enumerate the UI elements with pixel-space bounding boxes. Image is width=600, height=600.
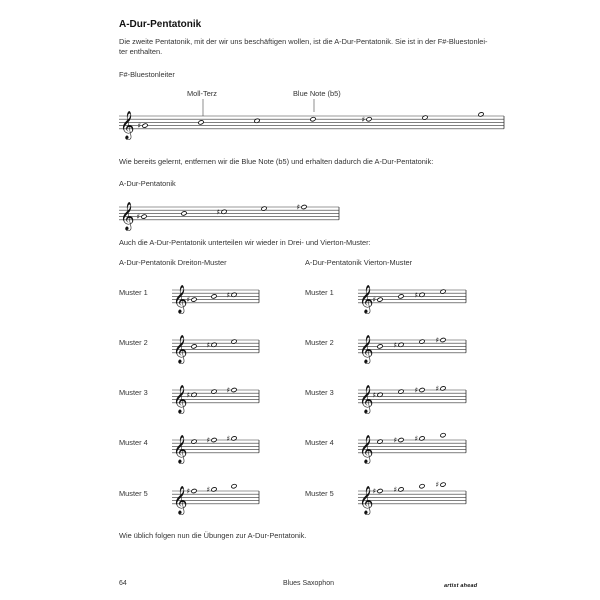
- note: [415, 290, 426, 299]
- note: [419, 484, 425, 489]
- treble-clef-icon: 𝄞: [359, 484, 374, 514]
- paragraph-remove-blue-note: Wie bereits gelernt, entfernen wir die Blue Note (b5) und erhalten dadurch die A-Dur-Pentatonik:: [119, 157, 434, 166]
- column-title-four-tone: A-Dur-Pentatonik Vierton-Muster: [305, 258, 413, 267]
- sharp-icon: ♯: [216, 207, 221, 217]
- staff-four-tone-pattern-svg: [358, 481, 466, 518]
- pattern-label-right: Muster 2: [305, 338, 334, 347]
- whole-note-head: [142, 123, 148, 128]
- note: [227, 434, 238, 443]
- sharp-icon: ♯: [435, 480, 440, 490]
- sharp-icon: ♯: [393, 340, 398, 350]
- pattern-label-left: Muster 2: [119, 338, 148, 347]
- whole-note-head: [191, 297, 197, 302]
- staff-three-tone-pattern-svg: [172, 330, 259, 367]
- treble-clef-icon: 𝄞: [359, 383, 374, 413]
- whole-note-head: [231, 387, 237, 392]
- note: [373, 390, 384, 399]
- staff-four-tone-pattern-svg: [358, 330, 466, 367]
- staff-three-tone-pattern-svg: [172, 380, 259, 417]
- publisher-logo: artist ahead: [444, 583, 478, 589]
- pattern-label-left: Muster 3: [119, 388, 148, 397]
- staff-four-tone-pattern: [358, 380, 466, 417]
- staff-four-tone-pattern-svg: [358, 430, 466, 467]
- sharp-icon: ♯: [372, 295, 377, 305]
- staff-four-tone-pattern: [358, 330, 466, 367]
- note: [377, 344, 383, 349]
- staff-pentatonic-svg: [119, 197, 339, 234]
- note: [191, 344, 197, 349]
- staff-blues-scale: [119, 106, 504, 143]
- staff-blues-scale-svg: [119, 106, 504, 143]
- note: [394, 340, 405, 349]
- sharp-icon: ♯: [226, 290, 231, 300]
- page-heading: A-Dur-Pentatonik: [119, 19, 202, 30]
- staff-four-tone-pattern: [358, 280, 466, 317]
- whole-note-head: [419, 484, 425, 489]
- sharp-icon: ♯: [206, 340, 211, 350]
- annotation-blue-note: Blue Note (b5): [293, 89, 341, 98]
- sharp-icon: ♯: [226, 434, 231, 443]
- staff-three-tone-pattern: [172, 330, 259, 367]
- note: [436, 480, 447, 489]
- whole-note-head: [198, 120, 204, 125]
- whole-note-head: [366, 117, 372, 122]
- sharp-icon: ♯: [414, 385, 419, 395]
- whole-note-head: [191, 488, 197, 493]
- intro-text-line1: Die zweite Pentatonik, mit der wir uns beschäftigen wollen, ist die A-Dur-Pentatonik. Sie ist in der F#-Bluestonlei-: [119, 37, 488, 46]
- whole-note-head: [141, 214, 147, 219]
- note: [207, 340, 218, 349]
- book-title: Blues Saxophon: [283, 580, 334, 587]
- treble-clef-icon: 𝄞: [359, 333, 374, 363]
- pattern-label-right: Muster 5: [305, 489, 334, 498]
- whole-note-head: [191, 344, 197, 349]
- staff-three-tone-pattern-svg: [172, 280, 259, 317]
- sharp-icon: ♯: [186, 486, 191, 496]
- whole-note-head: [440, 482, 446, 487]
- whole-note-head: [398, 294, 404, 299]
- sharp-icon: ♯: [435, 384, 440, 393]
- sharp-icon: ♯: [361, 114, 366, 124]
- whole-note-head: [377, 297, 383, 302]
- staff-three-tone-pattern: [172, 380, 259, 417]
- whole-note-head: [310, 117, 316, 122]
- treble-clef-icon: 𝄞: [173, 484, 188, 514]
- staff-four-tone-pattern-svg: [358, 380, 466, 417]
- treble-clef-icon: 𝄞: [359, 283, 374, 313]
- pattern-label-right: Muster 4: [305, 438, 334, 447]
- note: [398, 294, 404, 299]
- whole-note-head: [301, 204, 307, 209]
- treble-clef-icon: 𝄞: [173, 283, 188, 313]
- staff-three-tone-pattern: [172, 280, 259, 317]
- sharp-icon: ♯: [136, 212, 141, 222]
- note: [227, 290, 238, 299]
- sharp-icon: ♯: [137, 121, 142, 131]
- note: [310, 117, 316, 122]
- note: [231, 484, 237, 489]
- intro-text-line2: ter enthalten.: [119, 47, 163, 56]
- treble-clef-icon: 𝄞: [359, 433, 374, 463]
- treble-clef-icon: 𝄞: [173, 383, 188, 413]
- paragraph-patterns: Auch die A-Dur-Pentatonik unterteilen wir wieder in Drei- und Vierton-Muster:: [119, 238, 371, 247]
- staff-three-tone-pattern: [172, 481, 259, 518]
- note: [440, 433, 446, 438]
- whole-note-head: [231, 484, 237, 489]
- note: [207, 485, 218, 494]
- pattern-label-left: Muster 5: [119, 489, 148, 498]
- pattern-label-right: Muster 1: [305, 288, 334, 297]
- whole-note-head: [377, 488, 383, 493]
- sharp-icon: ♯: [393, 435, 398, 445]
- sharp-icon: ♯: [296, 202, 301, 212]
- pattern-label-left: Muster 4: [119, 438, 148, 447]
- note: [217, 207, 228, 216]
- staff-three-tone-pattern-svg: [172, 430, 259, 467]
- staff-pentatonic: [119, 197, 339, 234]
- closing-text: Wie üblich folgen nun die Übungen zur A-Dur-Pentatonik.: [119, 531, 307, 540]
- sharp-icon: ♯: [435, 335, 440, 345]
- whole-note-head: [377, 344, 383, 349]
- staff-three-tone-pattern: [172, 430, 259, 467]
- sharp-icon: ♯: [206, 435, 211, 445]
- note: [187, 390, 198, 399]
- staff-four-tone-pattern: [358, 430, 466, 467]
- column-title-three-tone: A-Dur-Pentatonik Dreiton-Muster: [119, 258, 227, 267]
- sharp-icon: ♯: [186, 390, 191, 400]
- sharp-icon: ♯: [393, 485, 398, 494]
- whole-note-head: [211, 294, 217, 299]
- staff-four-tone-pattern: [358, 481, 466, 518]
- whole-note-head: [440, 337, 446, 342]
- annotation-moll-terz: Moll-Terz: [187, 89, 217, 98]
- treble-clef-icon: 𝄞: [173, 433, 188, 463]
- sharp-icon: ♯: [372, 486, 377, 496]
- whole-note-head: [398, 437, 404, 442]
- sharp-icon: ♯: [414, 434, 419, 443]
- whole-note-head: [211, 437, 217, 442]
- treble-clef-icon: 𝄞: [120, 200, 135, 230]
- sharp-icon: ♯: [206, 485, 211, 494]
- note: [415, 434, 426, 443]
- note: [394, 485, 405, 494]
- treble-clef-icon: 𝄞: [173, 333, 188, 363]
- sharp-icon: ♯: [372, 390, 377, 400]
- note: [436, 384, 447, 393]
- pentatonic-label: A-Dur-Pentatonik: [119, 179, 176, 188]
- treble-clef-icon: 𝄞: [120, 109, 135, 139]
- sharp-icon: ♯: [226, 385, 231, 395]
- staff-four-tone-pattern-svg: [358, 280, 466, 317]
- pattern-label-left: Muster 1: [119, 288, 148, 297]
- sharp-icon: ♯: [414, 290, 419, 300]
- pattern-label-right: Muster 3: [305, 388, 334, 397]
- whole-note-head: [419, 387, 425, 392]
- sharp-icon: ♯: [186, 295, 191, 305]
- note: [198, 120, 204, 125]
- whole-note-head: [440, 433, 446, 438]
- staff-three-tone-pattern-svg: [172, 481, 259, 518]
- page-number: 64: [119, 580, 127, 587]
- note: [211, 294, 217, 299]
- whole-note-head: [181, 211, 187, 216]
- blues-scale-label: F#-Bluestonleiter: [119, 70, 175, 79]
- note: [181, 211, 187, 216]
